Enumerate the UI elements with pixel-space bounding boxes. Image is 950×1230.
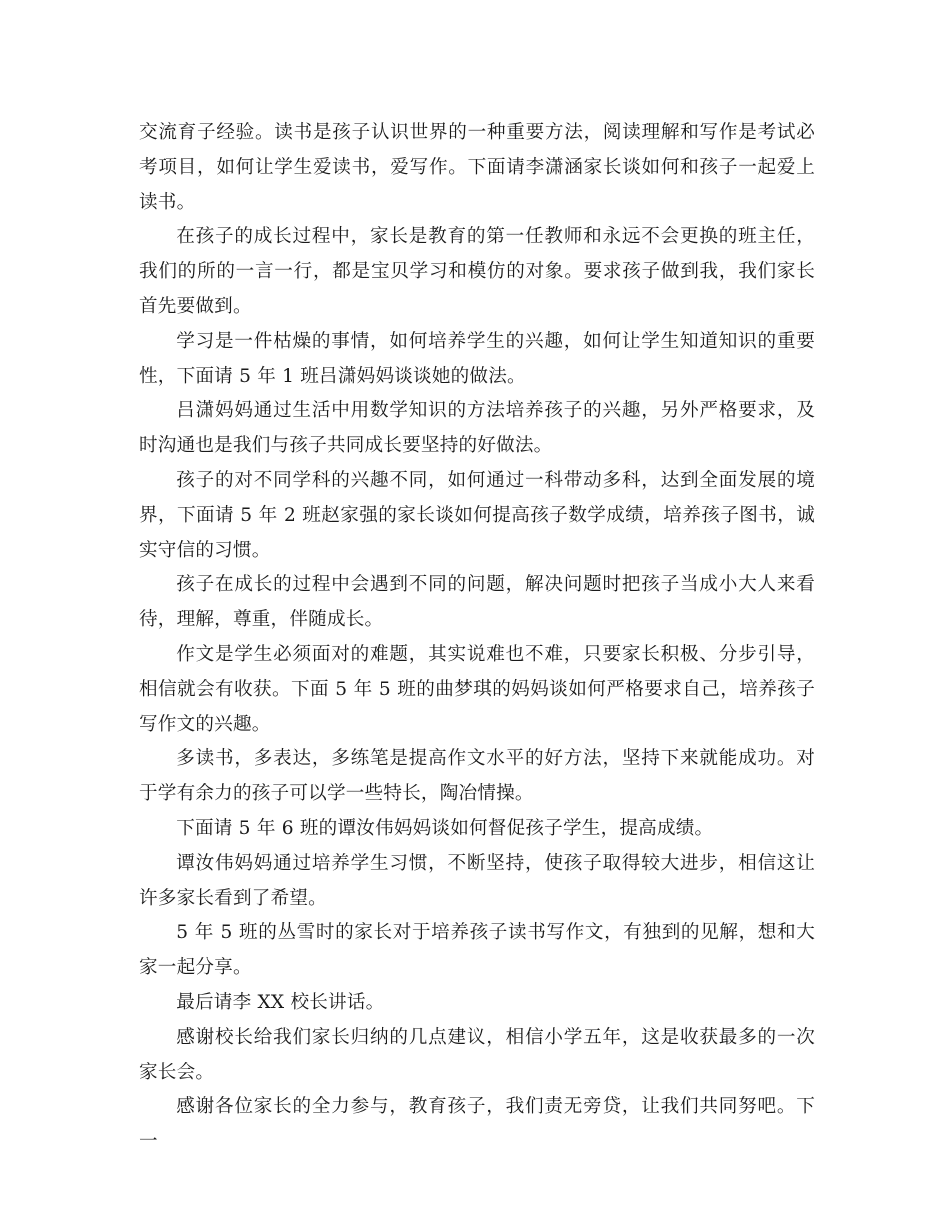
paragraph-1: 交流育子经验。读书是孩子认识世界的一种重要方法，阅读理解和写作是考试必考项目，如何让学生爱读书，爱写作。下面请李潇涵家长谈如何和孩子一起爱上读书。 (139, 122, 815, 213)
paragraph-8: 多读书，多表达，多练笔是提高作文水平的好方法，坚持下来就能成功。对于学有余力的孩子可以学一些特长，陶冶情操。 (139, 748, 815, 805)
paragraph-12: 最后请李 XX 校长讲话。 (176, 991, 385, 1013)
paragraph-13: 感谢校长给我们家长归纳的几点建议，相信小学五年，这是收获最多的一次家长会。 (139, 1026, 815, 1083)
document-body (139, 116, 815, 1160)
paragraph-6: 孩子在成长的过程中会遇到不同的问题，解决问题时把孩子当成小大人来看待，理解，尊重，伴随成长。 (139, 574, 815, 631)
paragraph-10: 谭汝伟妈妈通过培养学生习惯，不断坚持，使孩子取得较大进步，相信这让许多家长看到了希望。 (139, 852, 815, 909)
paragraph-9: 下面请 5 年 6 班的谭汝伟妈妈谈如何督促孩子学生，提高成绩。 (176, 817, 714, 839)
paragraph-14: 感谢各位家长的全力参与，教育孩子，我们责无旁贷，让我们共同努吧。下一 (139, 1096, 815, 1153)
paragraph-2: 在孩子的成长过程中，家长是教育的第一任教师和永远不会更换的班主任，我们的所的一言一行，都是宝贝学习和模仿的对象。要求孩子做到我，我们家长首先要做到。 (139, 226, 815, 317)
paragraph-7: 作文是学生必须面对的难题，其实说难也不难，只要家长积极、分步引导，相信就会有收获。下面 5 年 5 班的曲梦琪的妈妈谈如何严格要求自己，培养孩子写作文的兴趣。 (139, 643, 815, 735)
paragraph-5: 孩子的对不同学科的兴趣不同，如何通过一科带动多科，达到全面发展的境界，下面请 5 年 2 班赵家强的家长谈如何提高孩子数学成绩，培养孩子图书，诚实守信的习惯。 (139, 469, 815, 561)
paragraph-4: 吕潇妈妈通过生活中用数学知识的方法培养孩子的兴趣，另外严格要求，及时沟通也是我们与孩子共同成长要坚持的好做法。 (139, 400, 815, 457)
paragraph-3: 学习是一件枯燥的事情，如何培养学生的兴趣，如何让学生知道知识的重要性，下面请 5 年 1 班吕潇妈妈谈谈她的做法。 (139, 330, 815, 387)
paragraph-11: 5 年 5 班的丛雪时的家长对于培养孩子读书写作文，有独到的见解，想和大家一起分享。 (139, 922, 815, 979)
